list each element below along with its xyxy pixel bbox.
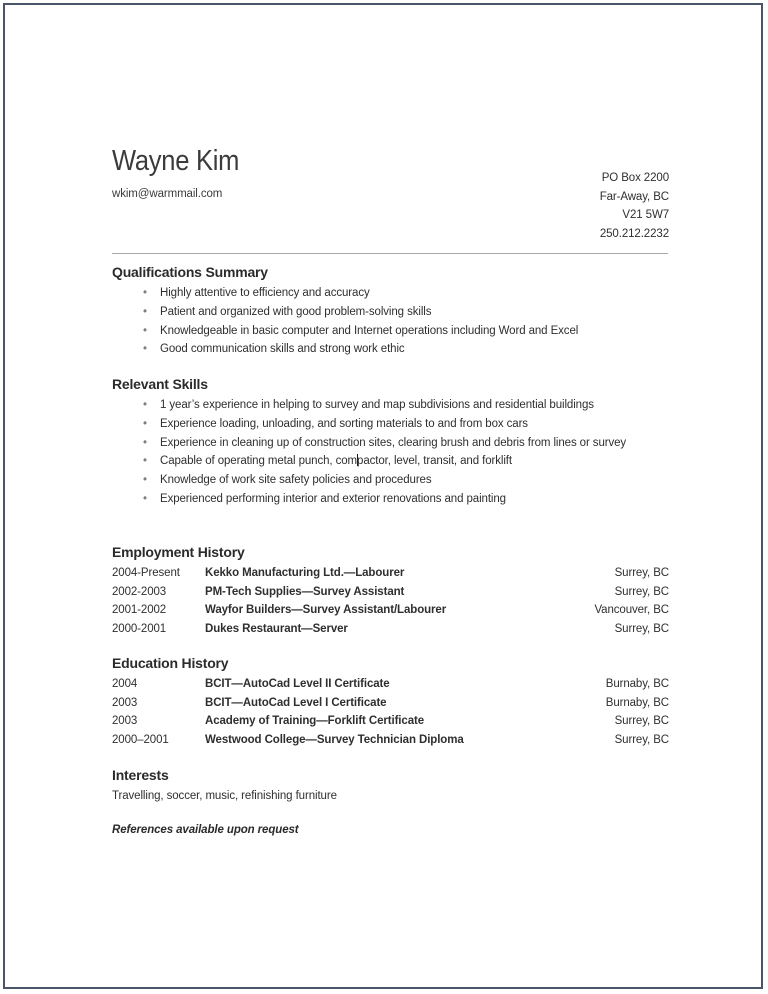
list-item-label: Experienced performing interior and exterior renovations and painting: [160, 492, 506, 505]
employment-date: 2000-2001: [112, 623, 167, 636]
employment-title: Wayfor Builders—Survey Assistant/Labourer: [205, 604, 447, 617]
list-item-label: Knowledge of work site safety policies and procedures: [160, 474, 432, 487]
table-row: [112, 601, 669, 620]
bullet-icon: •: [143, 474, 147, 487]
bullet-icon: •: [143, 305, 147, 318]
list-item-label-before-caret: Capable of operating metal punch, com: [160, 455, 358, 468]
employment-date: 2004-Present: [112, 567, 180, 579]
list-item-label: Knowledgeable in basic computer and Internet operations including Word and Excel: [160, 324, 579, 337]
education-location: Surrey, BC: [614, 734, 669, 747]
education-date: 2003: [112, 696, 138, 709]
bullet-icon: •: [143, 492, 147, 505]
education-date: 2003: [112, 715, 138, 728]
bullet-icon: •: [143, 324, 147, 337]
relevant-skills-list: [112, 396, 669, 509]
resume-page: [3, 3, 763, 989]
list-item-label: Good communication skills and strong work ethic: [160, 343, 405, 356]
bullet-icon: •: [143, 399, 147, 411]
list-item-label: 1 year’s experience in helping to survey and map subdivisions and residential buildings: [160, 399, 594, 411]
table-row: [112, 731, 669, 750]
references-note: References available upon request: [112, 824, 299, 836]
list-item: [112, 415, 669, 434]
bullet-icon: •: [143, 455, 147, 468]
qualifications-heading: Qualifications Summary: [112, 264, 268, 280]
list-item: [112, 490, 669, 509]
education-location: Surrey, BC: [614, 715, 669, 728]
list-item-label: Experience in cleaning up of construction sites, clearing brush and debris from lines or survey: [160, 436, 627, 449]
education-date: 2000–2001: [112, 734, 169, 747]
resume-header: [109, 5, 669, 241]
table-row: [112, 694, 669, 713]
interests-text: Travelling, soccer, music, refinishing furniture: [112, 790, 337, 802]
employment-location: Surrey, BC: [614, 623, 669, 636]
list-item-label-after-caret: pactor, level, transit, and forklift: [357, 455, 512, 468]
education-location: Burnaby, BC: [605, 696, 669, 709]
employment-title: Dukes Restaurant—Server: [205, 623, 348, 636]
section-employment-history: [112, 544, 669, 639]
education-title: BCIT—AutoCad Level I Certificate: [205, 696, 387, 709]
bullet-icon: •: [143, 287, 147, 299]
contact-line-phone: 250.212.2232: [599, 228, 669, 241]
list-item-label: Experience loading, unloading, and sorting materials to and from box cars: [160, 417, 528, 430]
list-item: [112, 322, 669, 341]
applicant-email[interactable]: wkim@warmmail.com: [112, 188, 223, 200]
relevant-skills-heading: Relevant Skills: [112, 376, 208, 392]
contact-line-city: Far-Away, BC: [599, 190, 669, 203]
list-item: [112, 471, 669, 490]
section-education-history: [112, 655, 669, 750]
table-row: [112, 620, 669, 639]
header-divider: [112, 253, 668, 254]
education-date: 2004: [112, 678, 138, 690]
employment-date: 2002-2003: [112, 585, 167, 598]
section-interests: [112, 767, 669, 806]
section-qualifications-summary: [112, 264, 669, 359]
resume-content: [109, 5, 669, 836]
employment-location: Surrey, BC: [614, 567, 669, 579]
employment-location: Surrey, BC: [614, 585, 669, 598]
list-item: [112, 284, 669, 303]
list-item: [112, 340, 669, 359]
contact-line-po-box: PO Box 2200: [601, 172, 669, 184]
bullet-icon: •: [143, 343, 147, 356]
table-row: [112, 675, 669, 694]
employment-title: Kekko Manufacturing Ltd.—Labourer: [205, 567, 405, 579]
bullet-icon: •: [143, 417, 147, 430]
list-item: [112, 434, 669, 453]
list-item-label: Highly attentive to efficiency and accuracy: [160, 287, 370, 299]
employment-history-heading: Employment History: [112, 544, 245, 560]
education-location: Burnaby, BC: [605, 678, 669, 690]
qualifications-list: [112, 284, 669, 359]
list-item: [112, 396, 669, 415]
education-title: BCIT—AutoCad Level II Certificate: [205, 678, 390, 690]
employment-history-table: [112, 564, 669, 639]
list-item: [112, 303, 669, 322]
employment-location: Vancouver, BC: [594, 604, 669, 617]
bullet-icon: •: [143, 436, 147, 449]
interests-heading: Interests: [112, 767, 169, 783]
table-row: [112, 712, 669, 731]
employment-title: PM-Tech Supplies—Survey Assistant: [205, 585, 405, 598]
education-history-heading: Education History: [112, 655, 229, 671]
table-row: [112, 583, 669, 602]
section-relevant-skills: [112, 376, 669, 509]
list-item-with-caret[interactable]: [112, 452, 669, 471]
contact-line-postal-code: V21 5W7: [622, 209, 669, 222]
education-title: Academy of Training—Forklift Certificate: [205, 715, 425, 728]
list-item-label: Patient and organized with good problem-solving skills: [160, 305, 432, 318]
education-history-table: [112, 675, 669, 750]
contact-block: [600, 169, 669, 244]
education-title: Westwood College—Survey Technician Diploma: [205, 734, 464, 747]
table-row: [112, 564, 669, 583]
employment-date: 2001-2002: [112, 604, 167, 617]
applicant-name: Wayne Kim: [112, 145, 240, 177]
